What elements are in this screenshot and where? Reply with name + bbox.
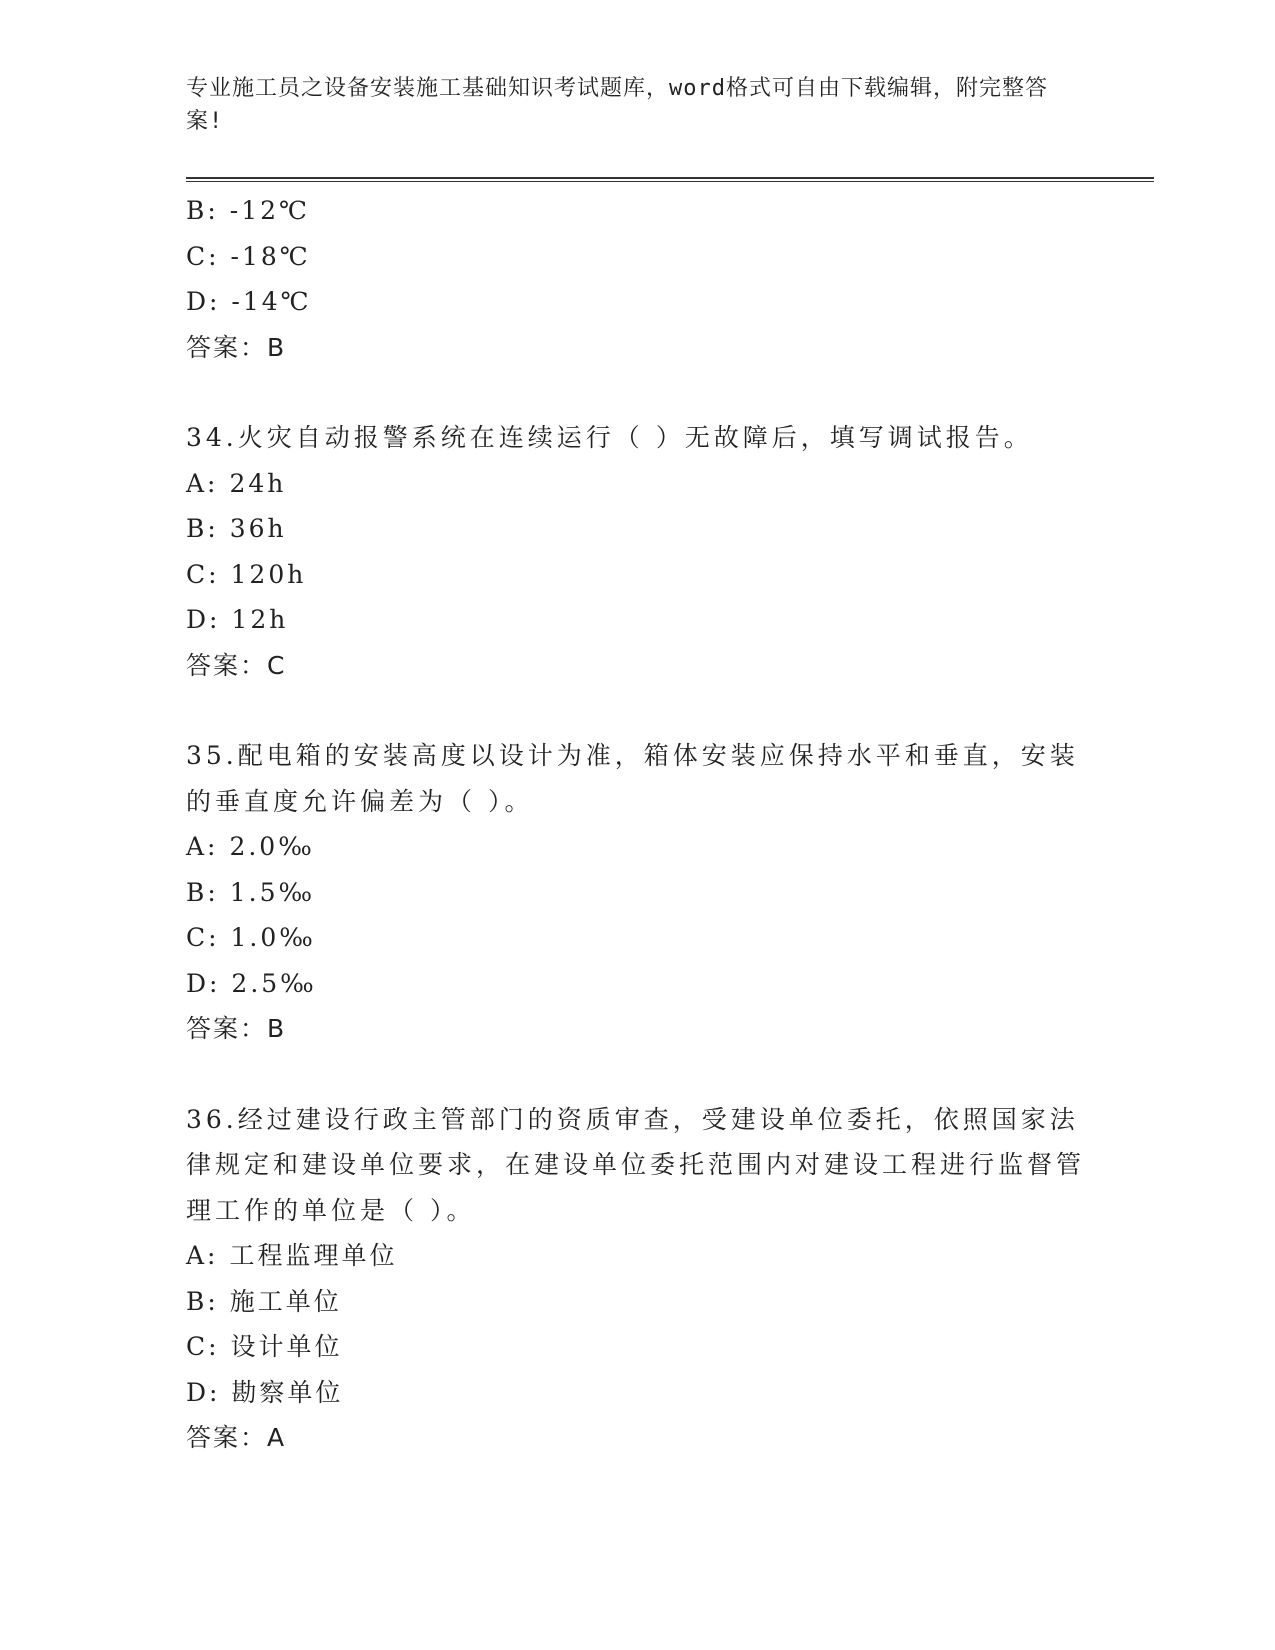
answer-line: 答案：B: [186, 1014, 287, 1043]
answer-line: 答案：A: [186, 1423, 287, 1452]
option-label: B:: [186, 196, 219, 225]
option-label: B:: [186, 1286, 219, 1316]
question-gap: [186, 1052, 1086, 1097]
question-text: 34.火灾自动报警系统在连续运行（ ）无故障后，填写调试报告。: [186, 423, 1033, 452]
header-divider-thin: [186, 181, 1154, 182]
option-b: [186, 188, 1086, 234]
answer-line: 答案：B: [186, 332, 287, 362]
option-label: A:: [186, 832, 219, 861]
option-label: D:: [186, 287, 221, 316]
question-35: [186, 733, 1086, 1052]
option-b: [186, 1279, 1086, 1325]
option-a: [186, 1233, 1086, 1279]
option-a: [186, 461, 1086, 507]
option-c: [186, 1324, 1086, 1370]
option-text: 1.0‰: [230, 923, 316, 952]
option-text: 工程监理单位: [229, 1241, 398, 1270]
question-gap: [186, 370, 1086, 415]
option-c: [186, 552, 1086, 598]
question-text: 35.配电箱的安装高度以设计为准，箱体安装应保持水平和垂直，安装的垂直度允许偏差为（ ）。: [186, 741, 1079, 816]
option-text: 24h: [229, 468, 287, 498]
option-text: 2.5‰: [231, 968, 317, 998]
question-36: [186, 1097, 1086, 1461]
question-34: [186, 415, 1086, 688]
option-label: D:: [186, 1377, 221, 1407]
header-divider-thick: [186, 177, 1154, 179]
option-label: C:: [186, 241, 220, 271]
option-b: [186, 506, 1086, 552]
option-d: [186, 597, 1086, 643]
option-label: D:: [186, 968, 221, 998]
option-text: -12℃: [229, 196, 310, 225]
option-label: C:: [186, 923, 220, 952]
option-c: [186, 234, 1086, 280]
option-text: 设计单位: [230, 1332, 343, 1361]
option-d: [186, 279, 1086, 325]
option-text: -14℃: [231, 287, 312, 316]
option-label: C:: [186, 559, 220, 589]
option-label: A:: [186, 1241, 219, 1270]
option-d: [186, 961, 1086, 1007]
document-header: 专业施工员之设备安装施工基础知识考试题库，word格式可自由下载编辑，附完整答案!: [186, 76, 1048, 134]
option-d: [186, 1370, 1086, 1416]
question-gap: [186, 688, 1086, 733]
option-text: 1.5‰: [229, 877, 316, 907]
option-a: [186, 824, 1086, 870]
option-text: 施工单位: [229, 1286, 342, 1316]
option-label: B:: [186, 514, 219, 543]
option-text: 2.0‰: [229, 832, 315, 861]
option-text: 12h: [231, 605, 289, 634]
option-label: D:: [186, 605, 221, 634]
option-text: 120h: [230, 559, 307, 589]
option-c: [186, 915, 1086, 961]
option-text: 勘察单位: [231, 1377, 344, 1407]
option-text: 36h: [229, 514, 287, 543]
option-label: C:: [186, 1332, 220, 1361]
option-label: B:: [186, 877, 219, 907]
question-text: 36.经过建设行政主管部门的资质审查，受建设单位委托，依照国家法律规定和建设单位要求，在建设单位委托范围内对建设工程进行监督管理工作的单位是（ ）。: [186, 1104, 1086, 1225]
option-b: [186, 870, 1086, 916]
answer-line: 答案：C: [186, 650, 287, 680]
option-label: A:: [186, 468, 219, 498]
option-text: -18℃: [230, 241, 311, 271]
document-body: [186, 188, 1086, 1461]
previous-question-tail: [186, 188, 1086, 370]
